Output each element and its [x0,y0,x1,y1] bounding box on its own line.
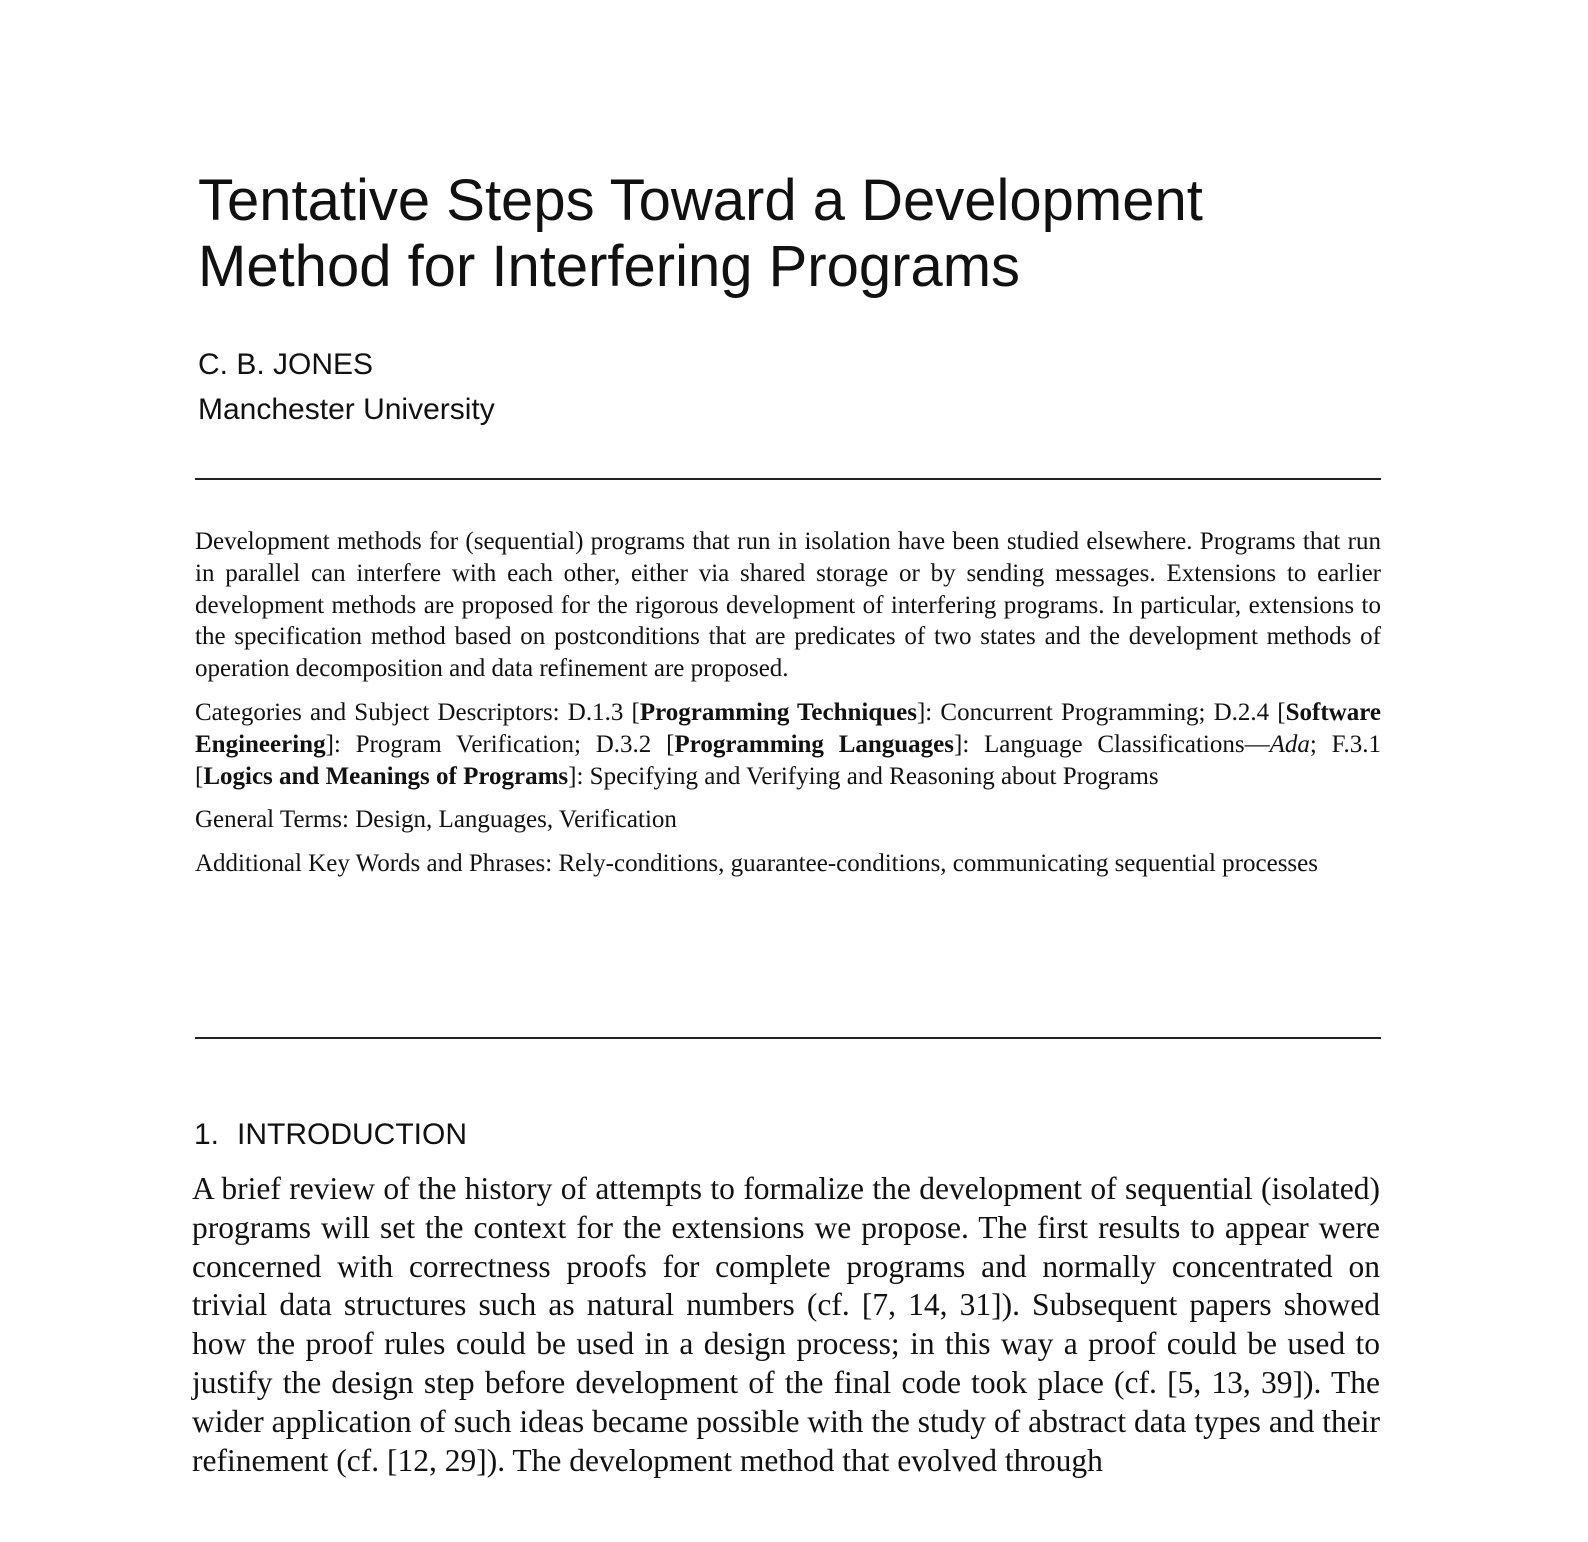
categories-text-5: ]: Specifying and Verifying and Reasoning about Programs [568,762,1159,790]
section-title: INTRODUCTION [237,1118,468,1151]
key-words: Additional Key Words and Phrases: Rely-conditions, guarantee-conditions, communicating sequential processes [195,850,1318,878]
categories-text-1: ]: Concurrent Programming; D.2.4 [ [916,698,1286,726]
category-logics-meanings: Logics and Meanings of Programs [203,762,569,790]
category-software-engineering: Software Engineering [195,698,1381,758]
author-affiliation: Manchester University [198,393,495,426]
top-divider [195,478,1381,480]
abstract-text: Development methods for (sequential) programs that run in isolation have been studied elsewhere. Programs that run in parallel can interfere with each other, either via shared storage or by sending messages. Extensions to earlier development methods are proposed for the rigorous development of interfering programs. In particular, extensions to the specification method based on postconditions that are predicates of two states and the development methods of operation decomposition and data refinement are proposed. [195,528,1381,683]
section-number: 1. [194,1118,220,1151]
category-programming-languages: Programming Languages [674,730,954,758]
categories-text-4: ; F.3.1 [ [195,730,1381,790]
section-heading [194,1117,467,1153]
categories-text-3: ]: Language Classifications— [954,730,1270,758]
categories-lead: Categories and Subject Descriptors: D.1.3 [ [195,698,640,726]
general-terms: General Terms: Design, Languages, Verification [195,806,677,834]
bottom-divider [195,1037,1381,1039]
author-name: C. B. JONES [198,348,374,381]
categories-descriptors [195,697,1381,792]
category-programming-techniques: Programming Techniques [639,698,917,726]
paper-title: Tentative Steps Toward a Development Method for Interfering Programs [198,168,1203,299]
introduction-paragraph: A brief review of the history of attempts to formalize the development of sequential (isolated) programs will set the context for the extensions we propose. The first results to appear were concerned with correctness proofs for complete programs and normally concentrated on trivial data structures such as natural numbers (cf. [7, 14, 31]). Subsequent papers showed how the proof rules could be used in a design process; in this way a proof could be used to justify the design step before development of the final code took place (cf. [5, 13, 39]). The wider application of such ideas became possible with the study of abstract data types and their refinement (cf. [12, 29]). The development method that evolved through [192,1171,1380,1478]
category-ada: Ada [1269,730,1310,758]
abstract-block [195,526,1381,892]
categories-text-2: ]: Program Verification; D.3.2 [ [325,730,675,758]
